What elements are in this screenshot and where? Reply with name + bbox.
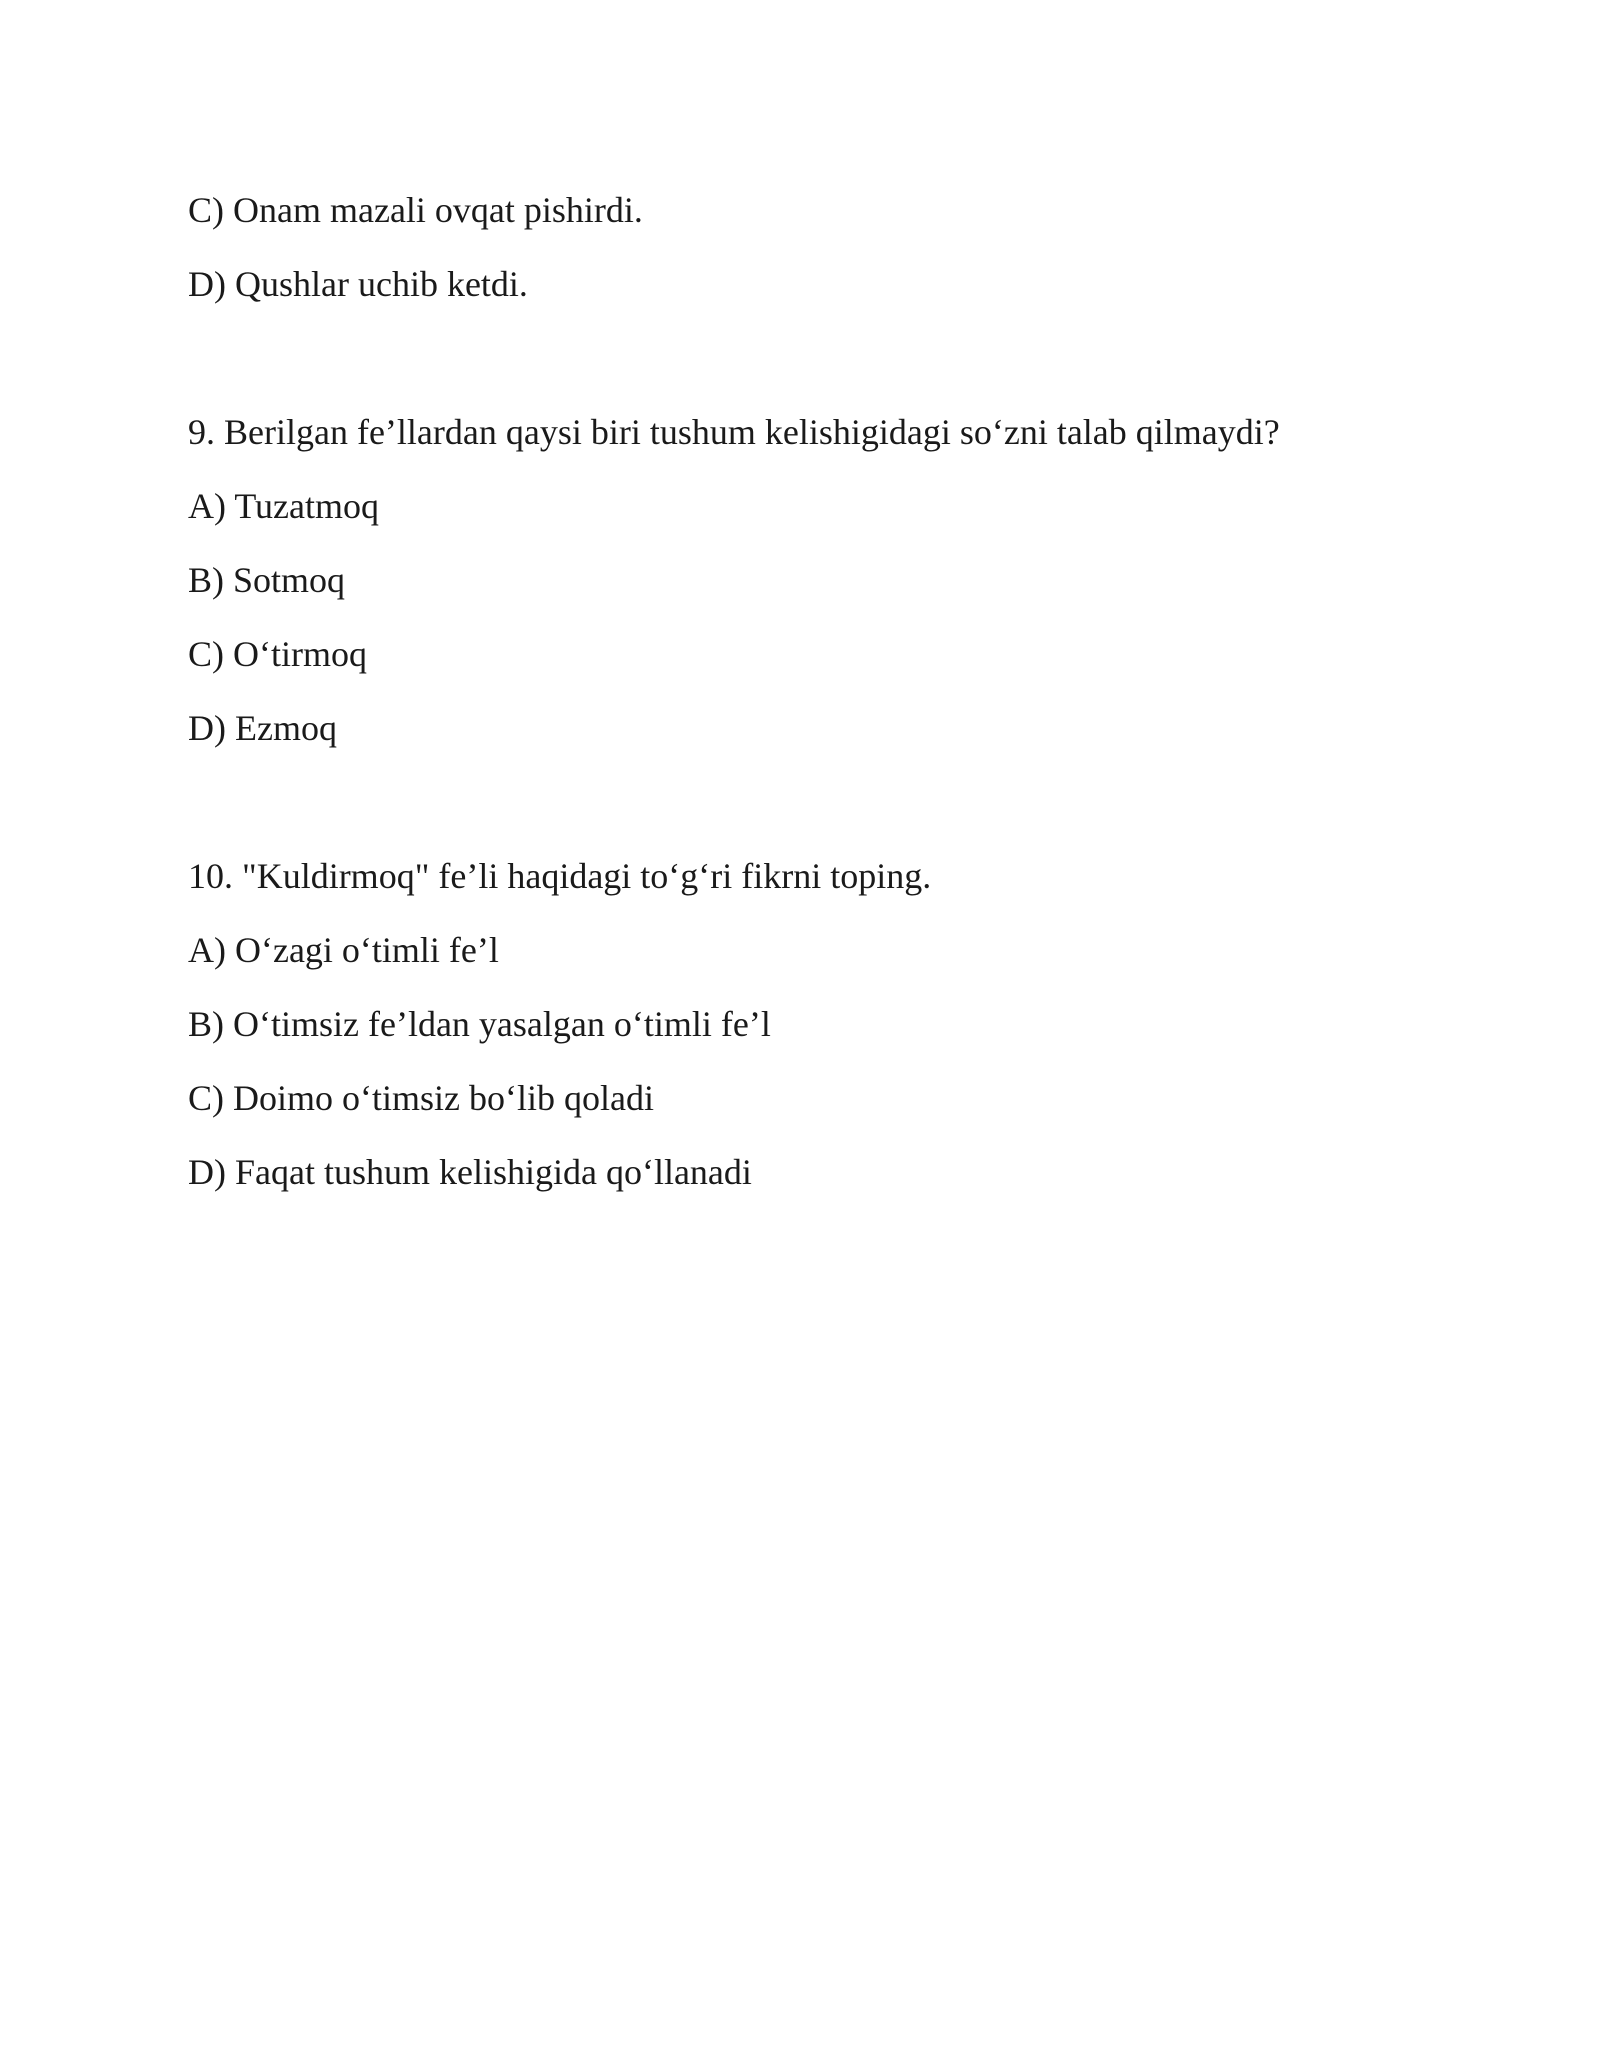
q10-option-c: C) Doimo o‘timsiz bo‘lib qoladi xyxy=(188,1078,654,1118)
q9-question: 9. Berilgan fe’llardan qaysi biri tushum kelishigidagi so‘zni talab qilmaydi? xyxy=(188,412,1280,452)
q10-question: 10. "Kuldirmoq" fe’li haqidagi to‘g‘ri fikrni toping. xyxy=(188,856,932,896)
q10-option-a: A) O‘zagi o‘timli fe’l xyxy=(188,930,499,970)
q10-option-d: D) Faqat tushum kelishigida qo‘llanadi xyxy=(188,1152,752,1192)
q9-option-d: D) Ezmoq xyxy=(188,708,337,748)
q10-option-b: B) O‘timsiz fe’ldan yasalgan o‘timli fe’l xyxy=(188,1004,771,1044)
q8-option-c: C) Onam mazali ovqat pishirdi. xyxy=(188,190,643,230)
q9-option-b: B) Sotmoq xyxy=(188,560,346,600)
q9-option-a: A) Tuzatmoq xyxy=(188,486,380,526)
q8-option-d: D) Qushlar uchib ketdi. xyxy=(188,264,528,304)
q9-option-c: C) O‘tirmoq xyxy=(188,634,367,674)
